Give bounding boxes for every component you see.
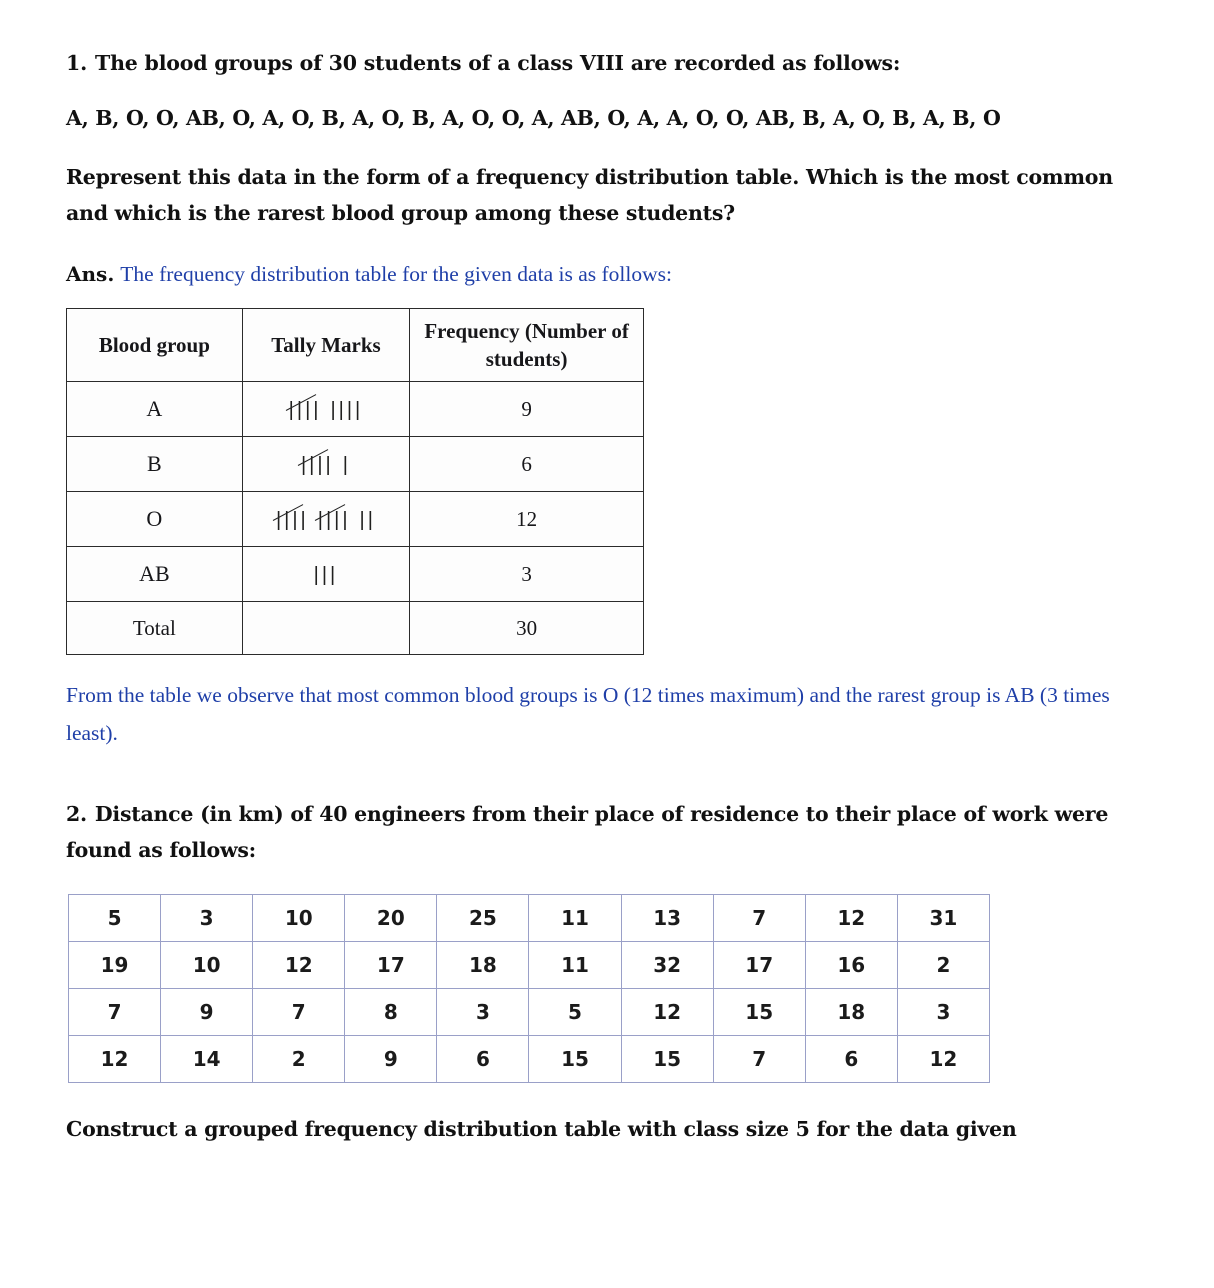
- cell-frequency: 12: [410, 492, 644, 547]
- grid-cell: 3: [437, 989, 529, 1036]
- cell-blood-group: B: [67, 437, 243, 492]
- question-1-heading: [66, 48, 1148, 80]
- section-spacer: [66, 753, 1148, 797]
- header-blood-group: Blood group: [67, 308, 243, 382]
- grid-cell: 18: [805, 989, 897, 1036]
- frequency-distribution-table: [66, 308, 644, 656]
- cell-tally-marks: [242, 547, 409, 602]
- grid-cell: 7: [69, 989, 161, 1036]
- grid-cell: 9: [345, 1036, 437, 1083]
- tally-group-of-five: ||||: [318, 510, 351, 530]
- grid-cell: 5: [69, 895, 161, 942]
- table-row: [67, 382, 644, 437]
- grid-cell: 17: [345, 942, 437, 989]
- question-1-data: A, B, O, O, AB, O, A, O, B, A, O, B, A, O, O, A, AB, O, A, A, O, O, AB, B, A, O, B, A, B, O: [66, 105, 1001, 130]
- cell-total-frequency: 30: [410, 602, 644, 655]
- header-frequency: Frequency (Number of students): [410, 308, 644, 382]
- cell-total-label: Total: [67, 602, 243, 655]
- question-1-instruction: Represent this data in the form of a frequency distribution table. Which is the most common and which is the rarest blood group among these students?: [66, 164, 1113, 225]
- cell-total-tally: [242, 602, 409, 655]
- grid-cell: 11: [529, 942, 621, 989]
- grid-cell: 2: [253, 1036, 345, 1083]
- cell-frequency: 6: [410, 437, 644, 492]
- tally-slash: [273, 505, 303, 522]
- grid-cell: 6: [437, 1036, 529, 1083]
- grid-cell: 9: [161, 989, 253, 1036]
- tally-slash: [285, 395, 315, 412]
- grid-cell: 13: [621, 895, 713, 942]
- cell-frequency: 3: [410, 547, 644, 602]
- table-row: [69, 942, 990, 989]
- tally-marks-o: [276, 509, 376, 530]
- grid-cell: 2: [897, 942, 989, 989]
- frequency-table-wrapper: [66, 308, 1148, 656]
- grid-cell: 3: [161, 895, 253, 942]
- cell-frequency: 9: [410, 382, 644, 437]
- answer-1-observation: From the table we observe that most common blood groups is O (12 times maximum) and the rarest group is AB (3 times least).: [66, 683, 1110, 746]
- table-row: [67, 437, 644, 492]
- grid-cell: 10: [253, 895, 345, 942]
- grid-cell: 12: [805, 895, 897, 942]
- tally-group-of-five: ||||: [289, 400, 322, 420]
- tally-singles: |: [342, 454, 351, 477]
- answer-intro-text: The frequency distribution table for the given data is as follows:: [120, 261, 672, 286]
- answer-label: Ans.: [66, 261, 115, 286]
- distance-data-grid: [68, 894, 990, 1083]
- distance-grid-wrapper: [66, 894, 1148, 1083]
- table-total-row: [67, 602, 644, 655]
- grid-cell: 12: [253, 942, 345, 989]
- grid-cell: 25: [437, 895, 529, 942]
- table-row: [69, 895, 990, 942]
- question-2-heading: [66, 797, 1126, 869]
- tally-marks-b: [301, 454, 351, 475]
- grid-cell: 5: [529, 989, 621, 1036]
- question-1-number: 1.: [66, 51, 88, 75]
- tally-singles: ||: [359, 509, 376, 532]
- grid-cell: 10: [161, 942, 253, 989]
- grid-cell: 15: [529, 1036, 621, 1083]
- cell-blood-group: A: [67, 382, 243, 437]
- tally-group-of-five: ||||: [301, 455, 334, 475]
- tally-group-of-five: ||||: [276, 510, 309, 530]
- question-1-title: The blood groups of 30 students of a class VIII are recorded as follows:: [95, 51, 901, 75]
- question-2-closing: Construct a grouped frequency distribution table with class size 5 for the data given: [66, 1117, 1017, 1142]
- tally-marks-a: [289, 399, 364, 420]
- grid-cell: 31: [897, 895, 989, 942]
- grid-cell: 7: [713, 895, 805, 942]
- grid-cell: 14: [161, 1036, 253, 1083]
- cell-blood-group: O: [67, 492, 243, 547]
- table-row: [67, 547, 644, 602]
- tally-singles: |||: [313, 564, 339, 587]
- grid-cell: 8: [345, 989, 437, 1036]
- tally-slash: [315, 505, 345, 522]
- table-row: [69, 1036, 990, 1083]
- table-row: [67, 492, 644, 547]
- cell-blood-group: AB: [67, 547, 243, 602]
- grid-cell: 15: [621, 1036, 713, 1083]
- cell-tally-marks: [242, 437, 409, 492]
- grid-cell: 32: [621, 942, 713, 989]
- grid-cell: 15: [713, 989, 805, 1036]
- grid-cell: 18: [437, 942, 529, 989]
- grid-cell: 6: [805, 1036, 897, 1083]
- grid-cell: 12: [69, 1036, 161, 1083]
- tally-singles: ||||: [330, 399, 364, 422]
- grid-cell: 12: [621, 989, 713, 1036]
- grid-cell: 16: [805, 942, 897, 989]
- tally-marks-ab: [314, 564, 339, 585]
- header-tally-marks: Tally Marks: [242, 308, 409, 382]
- grid-cell: 17: [713, 942, 805, 989]
- grid-cell: 11: [529, 895, 621, 942]
- question-2-number: 2.: [66, 801, 87, 826]
- grid-cell: 12: [897, 1036, 989, 1083]
- grid-cell: 7: [713, 1036, 805, 1083]
- table-header-row: [67, 308, 644, 382]
- question-2-title: Distance (in km) of 40 engineers from their place of residence to their place of work were found as follows:: [66, 801, 1109, 862]
- grid-cell: 3: [897, 989, 989, 1036]
- table-row: [69, 989, 990, 1036]
- grid-cell: 20: [345, 895, 437, 942]
- tally-slash: [298, 450, 328, 467]
- cell-tally-marks: [242, 492, 409, 547]
- grid-cell: 7: [253, 989, 345, 1036]
- cell-tally-marks: [242, 382, 409, 437]
- answer-1-intro: [66, 258, 1148, 290]
- grid-cell: 19: [69, 942, 161, 989]
